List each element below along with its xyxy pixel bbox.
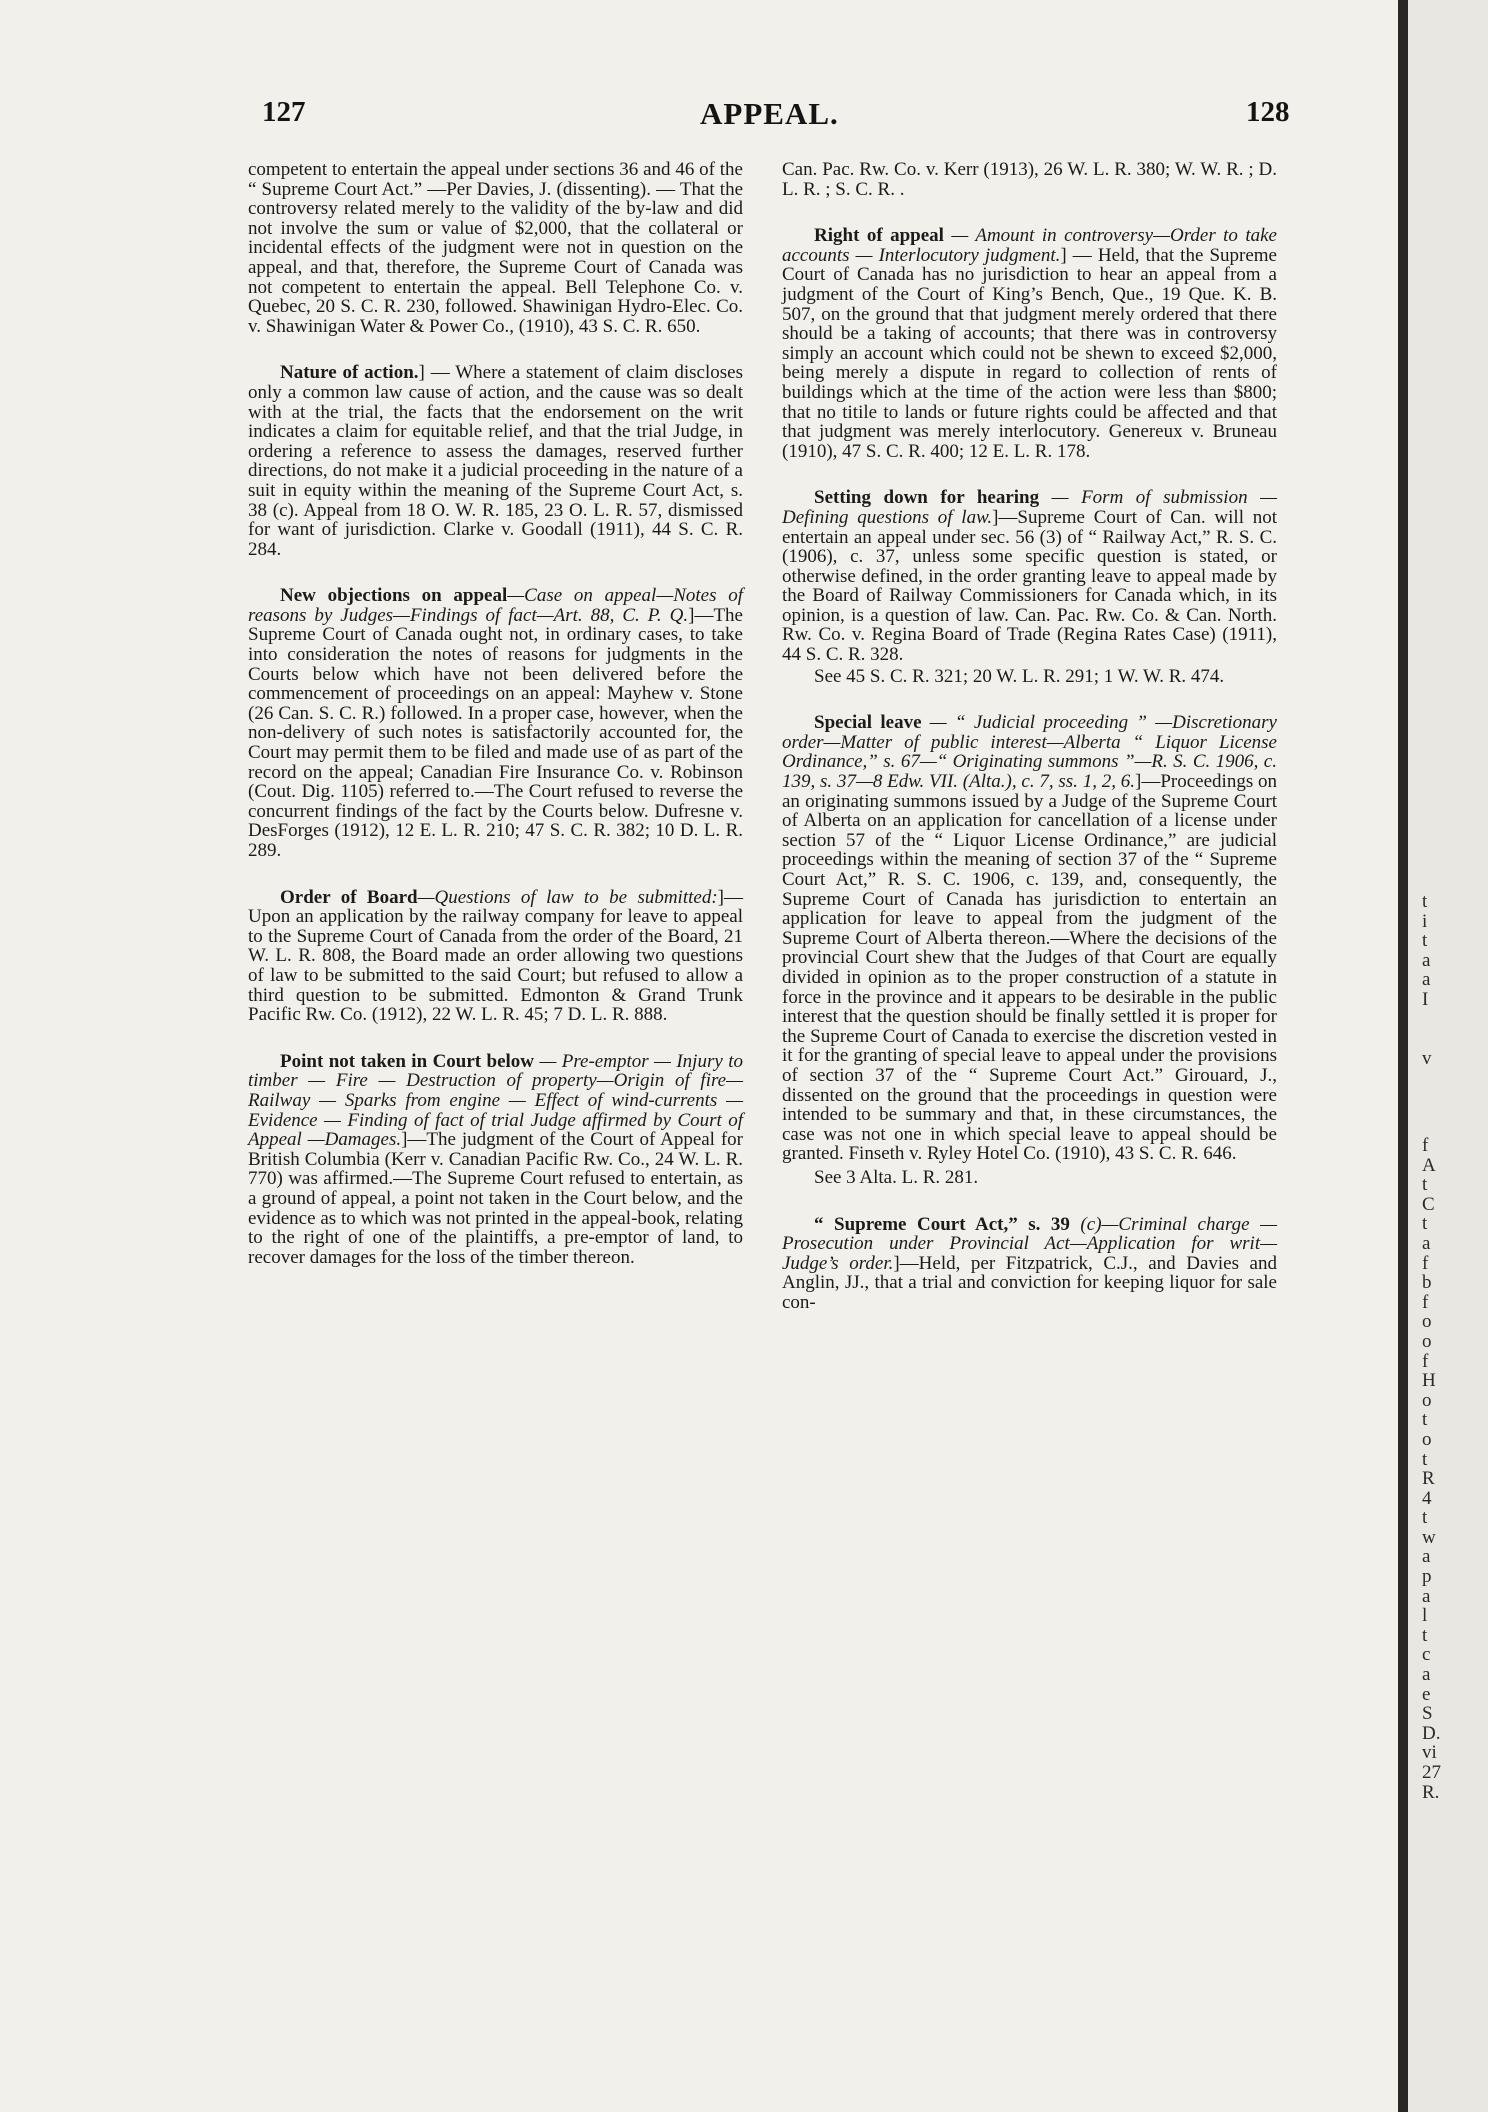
next-page-fragment-line: o [1422,1389,1432,1411]
next-page-fragment-line: H [1422,1370,1436,1392]
entry-subheading: — Form of submission — Defining questions of law. [782,487,1277,528]
next-page-fragment-line: a [1422,949,1431,971]
entry-body: ] — Held, that the Supreme Court of Canada has no jurisdiction to hear an appeal from a judgment of the Court of King’s Bench, Que., 19 Que. K. B. 507, on the ground that that judgment merely ordered that there should be a taking of accounts; that there was in controversy simply an account which could not be shewn to exceed $2,000, being merely a dispute in regard to collection of rents of buildings which at the time of the action were less than $800; that no titile to lands or future rights could be affected and that that judgment was merely interlocutory. Genereux v. Bruneau (1910), 47 S. C. R. 400; 12 E. L. R. 178. [782,244,1277,462]
next-page-fragment-line: f [1422,1135,1429,1156]
next-page-fragment-line: t [1422,1213,1428,1235]
next-page-fragment-line: a [1422,969,1431,991]
entry-subheading: — “ Judicial proceeding ” —Discretionary order—Matter of public interest—Alberta “ Liquor License Ordinance,” s. 67—“ Originating summons ”—R. S. C. 1906, c. 139, s. 37—8 Edw. VII. (Alta.), c. 7, ss. 1, 2, 6. [782,712,1277,793]
next-page-fragment-line: i [1422,910,1428,932]
entry-point-not-taken [248,1052,743,1268]
entry-subheading: — Pre-emptor — Injury to timber — Fire — Destruction of property—Origin of fire—Railway — Sparks from engine — Effect of wind-currents — Evidence — Finding of fact of trial Judge affirmed by Court of Appeal —Damages. [248,1050,743,1151]
next-page-fragment-line: I [1422,988,1429,1010]
next-page-fragment-line: vi [1422,1742,1437,1764]
entry-right-of-appeal [782,226,1277,461]
right-column [782,160,1277,1339]
entry-body: ]—Supreme Court of Can. will not entertain an appeal under sec. 56 (3) of “ Railway Act,” R. S. C. (1906), c. 37, unless some specific question is stated, or otherwise defined, in the order granting leave to appeal made by the Board of Railway Commissioners for Canada which, in its opinion, is a question of law. Can. Pac. Rw. Co. & Can. North. Rw. Co. v. Regina Board of Trade (Regina Rates Case) (1911), 44 S. C. R. 328. [782,506,1277,666]
next-page-fragment-a [1422,892,1482,1068]
entry-body: ] — Where a statement of claim discloses only a common law cause of action, and the cause was so dealt with at the trial, the facts that the endorsement on the writ indicates a claim for equitable relief, and that the trial Judge, in ordering a reference to assess the damages, reserved further directions, do not make it a judicial proceeding in the nature of a suit in equity within the meaning of the Supreme Court Act, s. 38 (c). Appeal from 18 O. W. R. 185, 23 O. L. R. 57, dismissed for want of jurisdiction. Clarke v. Goodall (1911), 44 S. C. R. 284. [248,362,743,560]
next-page-fragment-line: o [1422,1311,1432,1333]
next-page-fragment-line: C [1422,1193,1435,1215]
next-page-fragment-line: t [1422,1409,1428,1431]
entry-supreme-court-act [782,1215,1277,1313]
next-page-fragment-line: t [1422,1624,1428,1646]
entry-heading: Order of Board [280,886,418,908]
next-page-fragment-line: R [1422,1468,1435,1490]
left-page-number: 127 [262,96,306,128]
see-also-reference: See 45 S. C. R. 321; 20 W. L. R. 291; 1 W. W. R. 474. [814,665,1225,687]
next-page-fragment-line: 27 [1422,1762,1441,1783]
next-page-fragment-line: t [1422,891,1428,912]
entry-nature-of-action [248,363,743,559]
next-page-fragment-line: a [1422,1664,1431,1686]
entry-body: ]—The judgment of the Court of Appeal for British Columbia (Kerr v. Canadian Pacific Rw. Co., 24 W. L. R. 770) was affirmed.—The Supreme Court refused to entertain, as a ground of appeal, a point not taken in the Court below, and the evidence as to which was not printed in the appeal-book, relating to the right of one of the plaintiffs, a pre-emptor of land, to recover damages for the loss of the timber thereon. [248,1129,743,1268]
running-title: APPEAL. [700,96,839,131]
entry-setting-down [782,488,1277,664]
right-page-number: 128 [1246,96,1290,128]
entry-new-objections [248,586,743,860]
next-page-fragment-line: t [1422,930,1428,952]
next-page-fragment-line: D. [1422,1722,1441,1744]
next-page-fragment-line: v [1422,1047,1432,1069]
next-page-fragment-line: a [1422,1585,1431,1607]
entry-heading: Nature of action. [280,362,419,384]
next-page-fragment-line [1422,1029,1482,1049]
entry-subheading: — Amount in controversy—Order to take accounts — Interlocutory judgment. [782,225,1277,266]
next-page-fragment-line: f [1422,1252,1429,1274]
next-page-fragment-line: c [1422,1644,1431,1666]
next-page-fragment-b [1422,1136,1482,1802]
entry-body: ]—Held, per Fitzpatrick, C.J., and Davies and Anglin, JJ., that a trial and conviction for keeping liquor for sale con- [782,1252,1277,1313]
entry-heading: Point not taken in Court below [280,1050,535,1072]
next-page-fragment-line: R. [1422,1781,1440,1803]
next-page-fragment-line: o [1422,1428,1432,1450]
entry-order-of-board [248,888,743,1025]
next-page-fragment-line: t [1422,1507,1428,1529]
entry-body: ]—The Supreme Court of Canada ought not, in ordinary cases, to take into consideration the notes of reasons for judgments in the Courts below which have not been delivered before the commencement of proceedings on an appeal: Mayhew v. Stone (26 Can. S. C. R.) followed. In a proper case, however, when the non-delivery of such notes is satisfactorily accounted for, the Court may permit them to be filed and made use of as part of the record on the appeal; Canadian Fire Insurance Co. v. Robinson (Cout. Dig. 1105) referred to.—The Court refused to reverse the concurrent findings of the fact by the Courts below. Dufresne v. DesForges (1912), 12 E. L. R. 210; 47 S. C. R. 382; 10 D. L. R. 289. [248,604,743,861]
next-page-fragment-line: t [1422,1448,1428,1470]
entry-heading: Special leave [814,712,922,734]
next-page-fragment-line: a [1422,1232,1431,1254]
entry-special-leave [782,713,1277,1164]
next-page-fragment-line: t [1422,1174,1428,1196]
right-paragraph-continued: Can. Pac. Rw. Co. v. Kerr (1913), 26 W. L. R. 380; W. W. R. ; D. L. R. ; S. C. R. . [782,159,1277,200]
entry-body: ]—Proceedings on an originating summons issued by a Judge of the Supreme Court of Alberta on an application for cancellation of a license under section 57 of the “ Liquor License Ordinance,” are judicial proceedings within the meaning of section 37 of the “ Supreme Court Act,” R. S. C. 1906, c. 139, and, consequently, the Supreme Court of Canada has jurisdiction to entertain an application for leave to appeal from the judgment of the Supreme Court of Alberta thereon.—Where the decisions of the provincial Court shew that the Judges of that Court are equally divided in opinion as to the proper construction of a statute in force in the province and it appears to be desirable in the public interest that the question should be finally settled it is proper for the Supreme Court of Canada to exercise the discretion vested in it for the granting of special leave to appeal under the provisions of section 37 of the “ Supreme Court Act.” Girouard, J., dissented on the ground that the proceedings in question were intended to be summary and that, in these circumstances, the case was not one in which special leave to appeal should be granted. Finseth v. Ryley Hotel Co. (1910), 43 S. C. R. 646. [782,771,1277,1165]
entry-subheading: (c)—Criminal charge — Prosecution under Provincial Act—Application for writ—Judge’s order. [782,1213,1278,1274]
see-also-reference: See 3 Alta. L. R. 281. [814,1166,979,1188]
next-page-fragment-line: a [1422,1546,1431,1568]
left-column [248,160,743,1294]
next-page-fragment-line: S [1422,1703,1433,1725]
next-page-fragment-line: w [1422,1526,1436,1548]
entry-heading: “ Supreme Court Act,” s. 39 [814,1213,1070,1235]
next-page-fragment-line: b [1422,1272,1432,1294]
entry-heading: New objections on appeal [280,585,508,607]
next-page-fragment-line: A [1422,1154,1436,1176]
left-paragraph-continued: competent to entertain the appeal under sections 36 and 46 of the “ Supreme Court Act.” —Per Davies, J. (dissenting). — That the controversy related merely to the validity of the by-law and did not involve the sum or value of $2,000, that the collateral or incidental effects of the judgment were not in question on the appeal, and that, therefore, the Supreme Court of Canada was not competent to entertain the appeal. Bell Telephone Co. v. Quebec, 20 S. C. R. 230, followed. Shawinigan Hydro-Elec. Co. v. Shawinigan Water & Power Co., (1910), 43 S. C. R. 650. [248,159,743,337]
next-page-fragment-line: o [1422,1330,1432,1352]
next-page-fragment-line [1422,1010,1482,1030]
next-page-fragment-line: 4 [1422,1487,1432,1509]
entry-heading: Setting down for hearing [814,487,1040,509]
next-page-fragment-line: f [1422,1291,1429,1313]
entry-heading: Right of appeal [814,225,944,247]
entry-subheading: —Case on appeal—Notes of reasons by Judges—Findings of fact—Art. 88, C. P. Q. [248,585,743,626]
entry-subheading: —Questions of law to be submitted: [417,886,718,908]
next-page-fragment-line: f [1422,1350,1429,1372]
next-page-edge [1398,0,1488,2112]
entry-body: ]—Upon an application by the railway company for leave to appeal to the Supreme Court of Canada from the order of the Board, 21 W. L. R. 808, the Board made an order allowing two questions of law to be submitted to the said Court; but refused to allow a third question to be submitted. Edmonton & Grand Trunk Pacific Rw. Co. (1912), 22 W. L. R. 45; 7 D. L. R. 888. [248,886,743,1026]
next-page-fragment-line: e [1422,1683,1431,1705]
next-page-fragment-line: p [1422,1566,1432,1588]
next-page-fragment-line: l [1422,1605,1428,1627]
